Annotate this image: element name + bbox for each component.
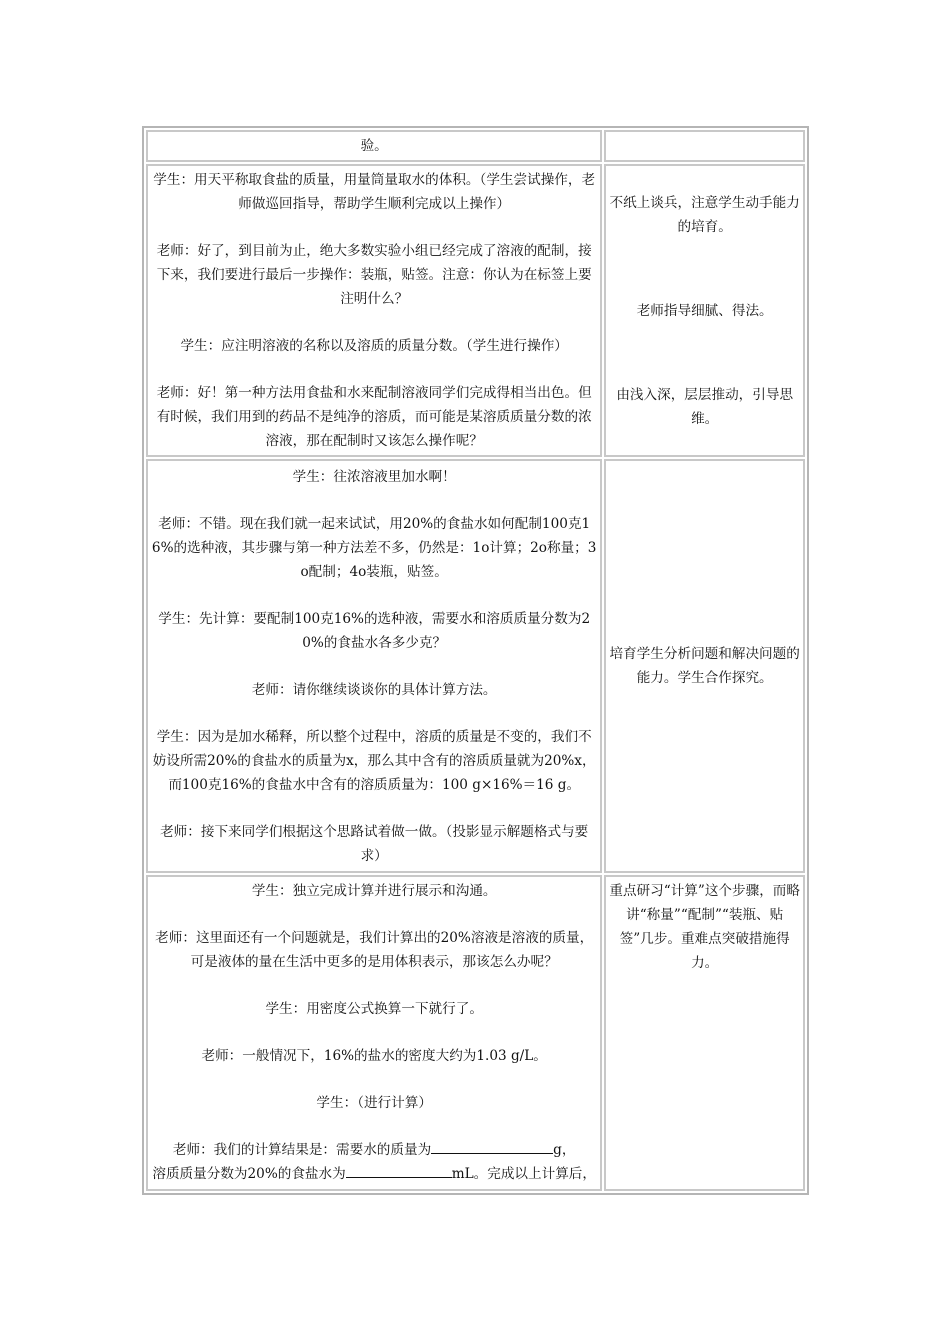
lesson-table <box>142 126 809 1195</box>
paragraph: 老师：不错。现在我们就一起来试试，用20%的食盐水如何配制100克16%的选种液，其步骤与第一种方法差不多，仍然是：1o计算；2o称量；3o配制；4o装瓶，贴签。 <box>151 515 597 580</box>
note-text: 老师指导细腻、得法。 <box>636 302 773 319</box>
fill-text: 老师：我们的计算结果是：需要水的质量为 <box>172 1142 432 1158</box>
main-cell <box>146 459 602 873</box>
paragraph: 学生：先计算：要配制100克16%的选种液，需要水和溶质质量分数为20%的食盐水各多少克？ <box>158 610 591 651</box>
note-text: 重点研习“计算”这个步骤，而略讲“称量”“配制”“装瓶、贴签”几步。重难点突破措施得力。 <box>609 883 800 971</box>
table-row <box>146 875 805 1191</box>
paragraph: 学生：因为是加水稀释，所以整个过程中，溶质的质量是不变的，我们不妨设所需20%的食盐水的质量为x，那么其中含有的溶质质量就为20%x，而100克16%的食盐水中含有的溶质质量为：100 g×16%＝16 g。 <box>152 728 596 793</box>
paragraph: 学生：往浓溶液里加水啊！ <box>292 468 456 485</box>
paragraph: 学生：应注明溶液的名称以及溶质的质量分数。（学生进行操作） <box>180 338 568 354</box>
table-row <box>146 130 805 162</box>
paragraph: 老师：好了，到目前为止，绝大多数实验小组已经完成了溶液的配制，接下来，我们要进行最后一步操作：装瓶，贴签。注意：你认为在标签上要注明什么？ <box>156 243 592 307</box>
main-cell <box>146 875 602 1191</box>
paragraph: 验。 <box>360 138 388 154</box>
answer-blank[interactable] <box>346 1163 452 1178</box>
paragraph: 老师：这里面还有一个问题就是，我们计算出的20%溶液是溶液的质量，可是液体的量在生活中更多的是用体积表示，那该怎么办呢？ <box>155 930 594 970</box>
note-text: 培育学生分析问题和解决问题的能力。学生合作探究。 <box>609 646 800 686</box>
note-cell <box>604 875 805 1191</box>
paragraph: 老师：好！第一种方法用食盐和水来配制溶液同学们完成得相当出色。但有时候，我们用到的药品不是纯净的溶质，而可能是某溶质质量分数的浓溶液，那在配制时又该怎么操作呢？ <box>156 385 592 449</box>
note-cell <box>604 459 805 873</box>
paragraph: 学生：（进行计算） <box>316 1095 432 1111</box>
paragraph: 学生：独立完成计算并进行展示和沟通。 <box>251 883 497 899</box>
paragraph: 老师：一般情况下，16%的盐水的密度大约为1.03 g/L。 <box>201 1048 547 1064</box>
note-cell <box>604 130 805 162</box>
note-text: 由浅入深，层层推动，引导思维。 <box>616 386 794 427</box>
table-row <box>146 164 805 457</box>
note-text: 不纸上谈兵，注意学生动手能力的培育。 <box>609 194 800 235</box>
fill-in-paragraph <box>151 1138 597 1186</box>
paragraph: 老师：接下来同学们根据这个思路试着做一做。（投影显示解题格式与要求） <box>160 823 589 864</box>
main-cell <box>146 130 602 162</box>
table-row <box>146 459 805 873</box>
fill-text: 溶质质量分数为20%的食盐水为 <box>152 1166 346 1182</box>
answer-blank[interactable] <box>431 1139 553 1154</box>
paragraph: 学生：用天平称取食盐的质量，用量筒量取水的体积。（学生尝试操作，老师做巡回指导，帮助学生顺利完成以上操作） <box>153 172 596 212</box>
paragraph: 学生：用密度公式换算一下就行了。 <box>265 1001 483 1017</box>
fill-unit: mL。完成以上计算后， <box>451 1166 596 1182</box>
paragraph: 老师：请你继续谈谈你的具体计算方法。 <box>251 681 497 698</box>
main-cell <box>146 164 602 457</box>
note-cell <box>604 164 805 457</box>
fill-unit: g， <box>553 1142 576 1158</box>
